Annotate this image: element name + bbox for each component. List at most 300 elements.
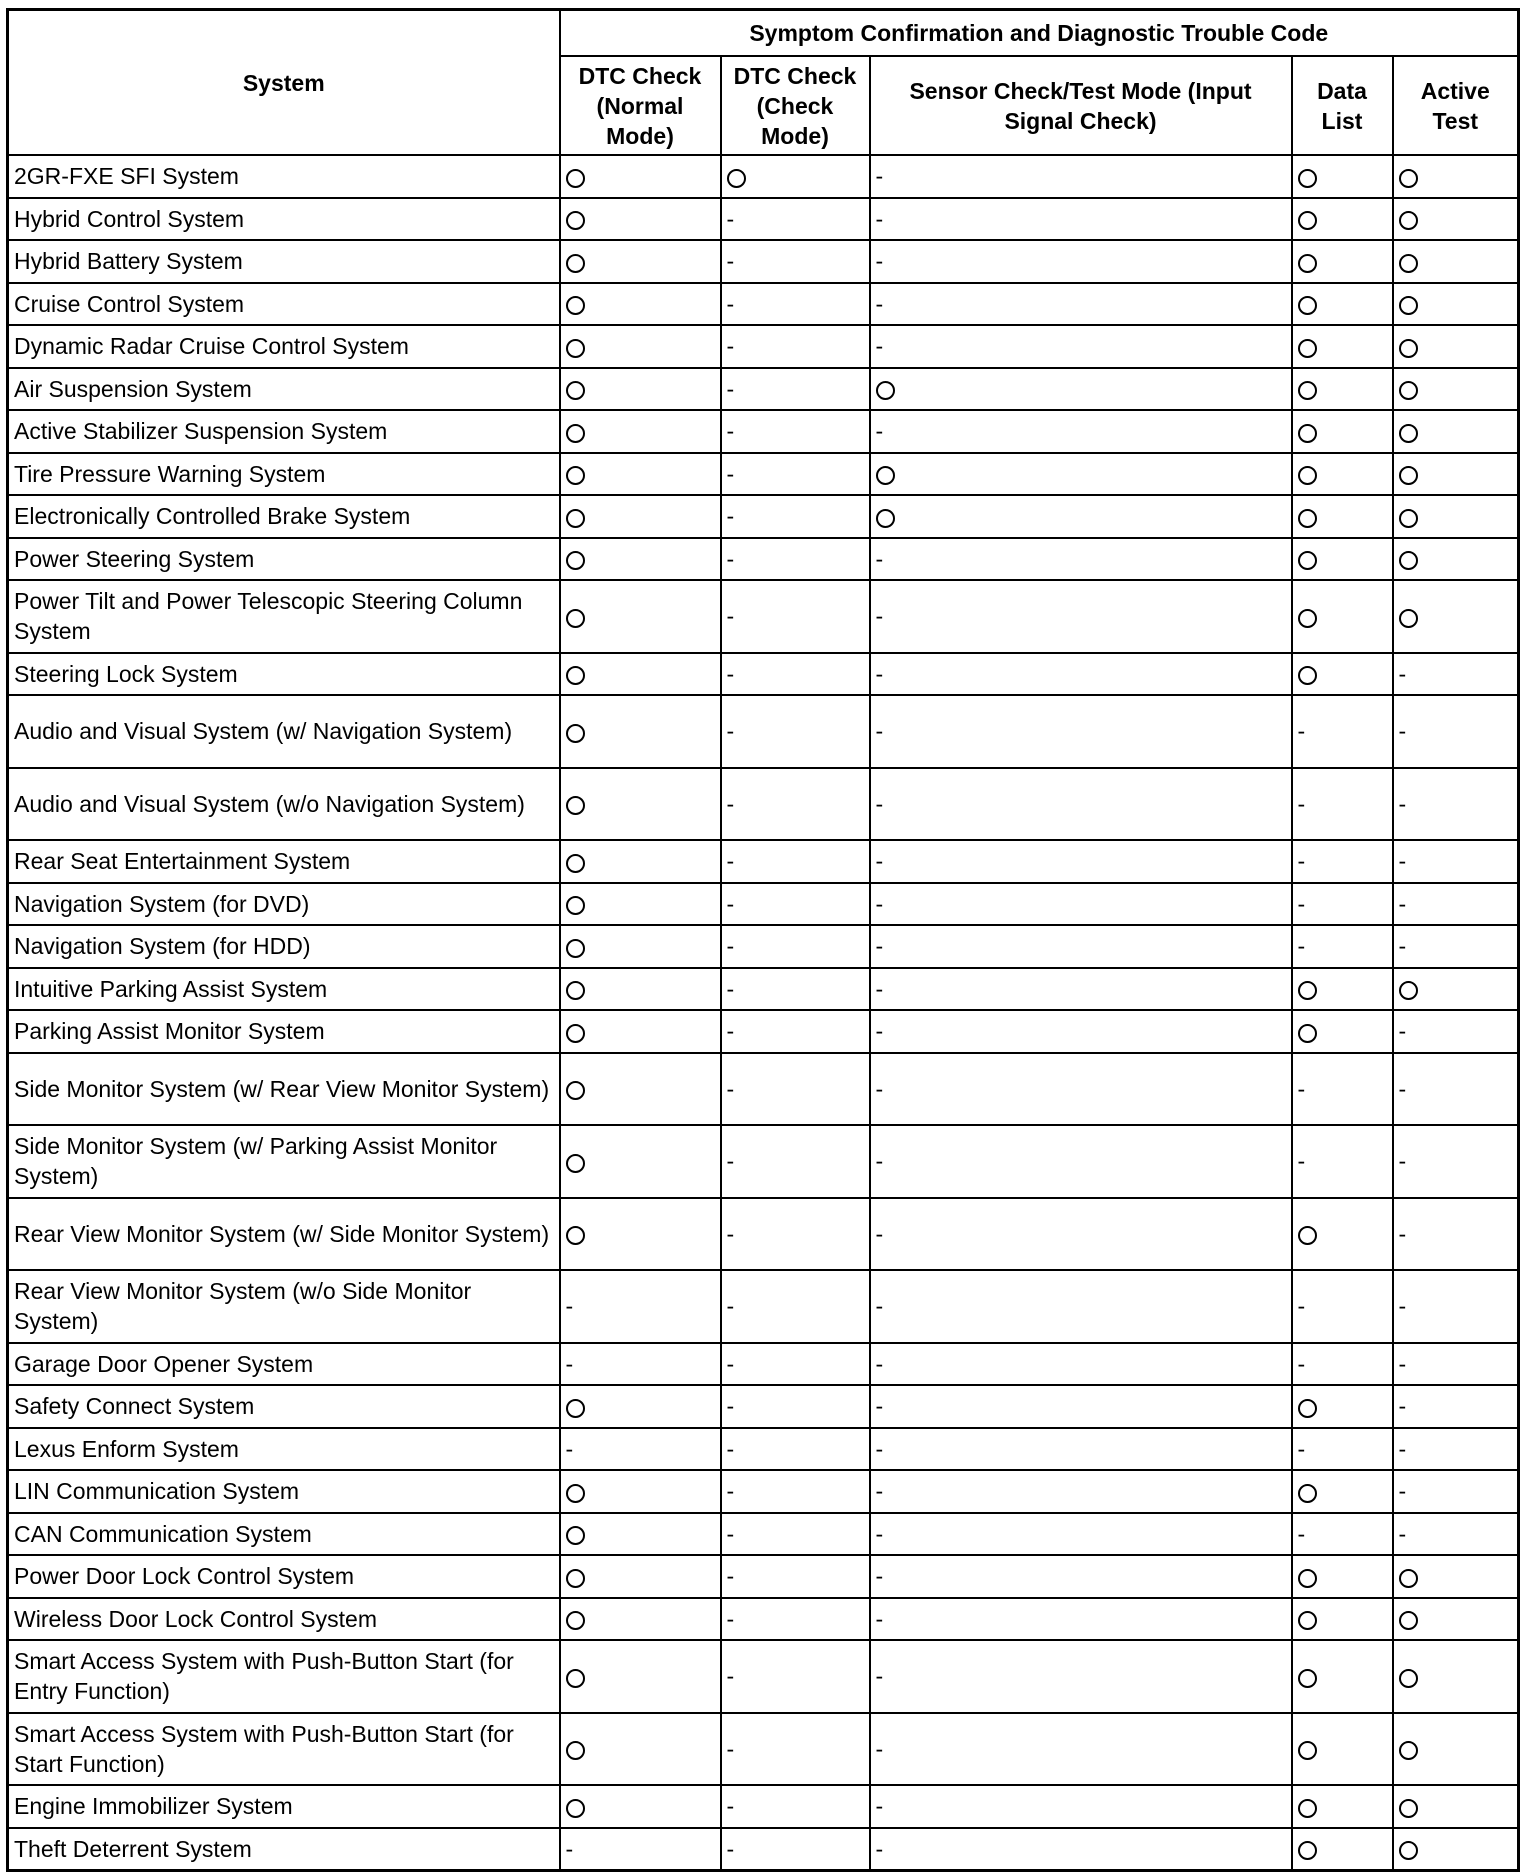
system-name: Hybrid Control System [8, 198, 560, 241]
dash-mark: - [726, 1735, 735, 1762]
circle-icon [566, 339, 585, 358]
system-name: Power Tilt and Power Telescopic Steering Column System [8, 580, 560, 653]
diagnostic-function-table [6, 8, 1520, 1872]
circle-icon [566, 1741, 585, 1760]
system-name: Theft Deterrent System [8, 1828, 560, 1871]
dash-mark: - [875, 1835, 884, 1862]
cell-dtc-normal [560, 1470, 721, 1513]
system-name: Cruise Control System [8, 283, 560, 326]
cell-dtc-normal [560, 1640, 721, 1713]
dash-mark: - [726, 375, 735, 402]
cell-data-list [1292, 580, 1393, 653]
circle-icon [1399, 1569, 1418, 1588]
system-name: Steering Lock System [8, 653, 560, 696]
dash-mark: - [726, 1293, 735, 1320]
dash-mark: - [726, 790, 735, 817]
header-system: System [8, 10, 560, 156]
circle-icon [1399, 466, 1418, 485]
cell-dtc-check [721, 1010, 870, 1053]
circle-icon [1399, 424, 1418, 443]
dash-mark: - [1398, 1478, 1407, 1505]
cell-dtc-normal [560, 653, 721, 696]
dash-mark: - [726, 1835, 735, 1862]
cell-sensor-check [870, 410, 1292, 453]
circle-icon [1298, 1226, 1317, 1245]
cell-dtc-check [721, 495, 870, 538]
dash-mark: - [1297, 1075, 1306, 1102]
dash-mark: - [875, 933, 884, 960]
cell-data-list [1292, 198, 1393, 241]
cell-dtc-normal [560, 283, 721, 326]
cell-data-list [1292, 695, 1393, 768]
dash-mark: - [1297, 790, 1306, 817]
system-name: Parking Assist Monitor System [8, 1010, 560, 1053]
circle-icon [566, 1081, 585, 1100]
cell-dtc-check [721, 283, 870, 326]
circle-icon [566, 296, 585, 315]
circle-icon [566, 981, 585, 1000]
system-name: Active Stabilizer Suspension System [8, 410, 560, 453]
system-name: Dynamic Radar Cruise Control System [8, 325, 560, 368]
cell-dtc-check [721, 1828, 870, 1871]
system-name: Navigation System (for DVD) [8, 883, 560, 926]
dash-mark: - [726, 1220, 735, 1247]
circle-icon [1399, 1799, 1418, 1818]
circle-icon [1298, 424, 1317, 443]
dash-mark: - [875, 848, 884, 875]
circle-icon [566, 666, 585, 685]
dash-mark: - [875, 1435, 884, 1462]
dash-mark: - [875, 1148, 884, 1175]
cell-dtc-check [721, 1785, 870, 1828]
dash-mark: - [875, 1793, 884, 1820]
header-dtc-check: DTC Check (Check Mode) [721, 56, 870, 155]
cell-dtc-check [721, 325, 870, 368]
cell-data-list [1292, 925, 1393, 968]
cell-dtc-check [721, 1470, 870, 1513]
dash-mark: - [726, 1793, 735, 1820]
cell-data-list [1292, 325, 1393, 368]
cell-active-test [1393, 198, 1519, 241]
cell-sensor-check [870, 325, 1292, 368]
header-sensor-check: Sensor Check/Test Mode (Input Signal Check) [870, 56, 1292, 155]
cell-active-test [1393, 768, 1519, 841]
circle-icon [1298, 339, 1317, 358]
system-name: Electronically Controlled Brake System [8, 495, 560, 538]
table-row [8, 240, 1519, 283]
circle-icon [1399, 381, 1418, 400]
circle-icon [566, 169, 585, 188]
table-row [8, 1785, 1519, 1828]
table-row [8, 155, 1519, 198]
dash-mark: - [726, 1605, 735, 1632]
cell-active-test [1393, 653, 1519, 696]
cell-active-test [1393, 1828, 1519, 1871]
dash-mark: - [726, 1435, 735, 1462]
table-row [8, 1713, 1519, 1786]
cell-sensor-check [870, 968, 1292, 1011]
dash-mark: - [565, 1435, 574, 1462]
cell-active-test [1393, 840, 1519, 883]
table-row [8, 453, 1519, 496]
table-row [8, 1053, 1519, 1126]
cell-dtc-normal [560, 1598, 721, 1641]
circle-icon [1399, 1669, 1418, 1688]
table-row [8, 695, 1519, 768]
circle-icon [1298, 1611, 1317, 1630]
cell-sensor-check [870, 1053, 1292, 1126]
cell-sensor-check [870, 1385, 1292, 1428]
table-row [8, 1598, 1519, 1641]
circle-icon [566, 1484, 585, 1503]
cell-dtc-normal [560, 1828, 721, 1871]
dash-mark: - [726, 503, 735, 530]
table-row [8, 1555, 1519, 1598]
dash-mark: - [1398, 890, 1407, 917]
dash-mark: - [875, 1478, 884, 1505]
circle-icon [566, 609, 585, 628]
cell-active-test [1393, 883, 1519, 926]
cell-dtc-normal [560, 580, 721, 653]
dash-mark: - [875, 1735, 884, 1762]
cell-active-test [1393, 1640, 1519, 1713]
cell-sensor-check [870, 453, 1292, 496]
system-name: Power Door Lock Control System [8, 1555, 560, 1598]
cell-active-test [1393, 1555, 1519, 1598]
cell-data-list [1292, 410, 1393, 453]
cell-sensor-check [870, 580, 1292, 653]
cell-active-test [1393, 240, 1519, 283]
circle-icon [876, 466, 895, 485]
circle-icon [566, 1399, 585, 1418]
cell-dtc-normal [560, 538, 721, 581]
cell-data-list [1292, 768, 1393, 841]
system-name: LIN Communication System [8, 1470, 560, 1513]
cell-data-list [1292, 1828, 1393, 1871]
circle-icon [1399, 609, 1418, 628]
circle-icon [566, 254, 585, 273]
dash-mark: - [875, 1293, 884, 1320]
circle-icon [1399, 1611, 1418, 1630]
cell-data-list [1292, 1053, 1393, 1126]
dash-mark: - [726, 933, 735, 960]
dash-mark: - [1297, 1293, 1306, 1320]
dash-mark: - [726, 975, 735, 1002]
cell-sensor-check [870, 840, 1292, 883]
dash-mark: - [726, 205, 735, 232]
circle-icon [566, 854, 585, 873]
table-row [8, 840, 1519, 883]
table-row [8, 925, 1519, 968]
cell-dtc-normal [560, 495, 721, 538]
cell-dtc-normal [560, 1010, 721, 1053]
table-row [8, 768, 1519, 841]
cell-dtc-check [721, 410, 870, 453]
circle-icon [1298, 1024, 1317, 1043]
cell-data-list [1292, 1785, 1393, 1828]
cell-dtc-check [721, 925, 870, 968]
cell-sensor-check [870, 155, 1292, 198]
system-name: Rear View Monitor System (w/o Side Monitor System) [8, 1270, 560, 1343]
header-active-test: Active Test [1393, 56, 1519, 155]
dash-mark: - [726, 1663, 735, 1690]
cell-data-list [1292, 883, 1393, 926]
cell-dtc-normal [560, 1270, 721, 1343]
cell-active-test [1393, 538, 1519, 581]
system-name: Intuitive Parking Assist System [8, 968, 560, 1011]
cell-sensor-check [870, 768, 1292, 841]
dash-mark: - [726, 660, 735, 687]
circle-icon [1298, 981, 1317, 1000]
cell-active-test [1393, 1713, 1519, 1786]
circle-icon [727, 169, 746, 188]
cell-sensor-check [870, 695, 1292, 768]
dash-mark: - [1297, 1520, 1306, 1547]
cell-dtc-check [721, 1343, 870, 1386]
system-name: Smart Access System with Push-Button Start (for Start Function) [8, 1713, 560, 1786]
cell-dtc-normal [560, 240, 721, 283]
cell-data-list [1292, 1385, 1393, 1428]
dash-mark: - [875, 890, 884, 917]
circle-icon [566, 1024, 585, 1043]
dash-mark: - [1398, 933, 1407, 960]
circle-icon [1399, 339, 1418, 358]
dash-mark: - [1297, 1350, 1306, 1377]
cell-dtc-normal [560, 1785, 721, 1828]
cell-dtc-check [721, 653, 870, 696]
cell-dtc-normal [560, 410, 721, 453]
circle-icon [566, 424, 585, 443]
cell-sensor-check [870, 1125, 1292, 1198]
cell-active-test [1393, 925, 1519, 968]
dash-mark: - [875, 1605, 884, 1632]
table-row [8, 580, 1519, 653]
dash-mark: - [875, 1018, 884, 1045]
cell-dtc-check [721, 768, 870, 841]
cell-dtc-normal [560, 968, 721, 1011]
system-name: Garage Door Opener System [8, 1343, 560, 1386]
circle-icon [1399, 1841, 1418, 1860]
cell-sensor-check [870, 1713, 1292, 1786]
cell-dtc-check [721, 1555, 870, 1598]
circle-icon [1298, 1399, 1317, 1418]
cell-sensor-check [870, 1828, 1292, 1871]
cell-data-list [1292, 840, 1393, 883]
header-group: Symptom Confirmation and Diagnostic Trouble Code [560, 10, 1519, 57]
dash-mark: - [726, 1563, 735, 1590]
dash-mark: - [875, 290, 884, 317]
dash-mark: - [1398, 1435, 1407, 1462]
cell-sensor-check [870, 1343, 1292, 1386]
cell-data-list [1292, 1270, 1393, 1343]
system-name: Tire Pressure Warning System [8, 453, 560, 496]
cell-sensor-check [870, 495, 1292, 538]
header-dtc-normal: DTC Check (Normal Mode) [560, 56, 721, 155]
table-row [8, 968, 1519, 1011]
dash-mark: - [1398, 1148, 1407, 1175]
circle-icon [566, 381, 585, 400]
circle-icon [1298, 509, 1317, 528]
circle-icon [1298, 296, 1317, 315]
dash-mark: - [726, 1350, 735, 1377]
cell-data-list [1292, 1470, 1393, 1513]
cell-dtc-normal [560, 1428, 721, 1471]
cell-dtc-normal [560, 883, 721, 926]
table-row [8, 653, 1519, 696]
cell-dtc-normal [560, 155, 721, 198]
cell-sensor-check [870, 1640, 1292, 1713]
cell-active-test [1393, 453, 1519, 496]
dash-mark: - [1398, 1220, 1407, 1247]
cell-active-test [1393, 580, 1519, 653]
circle-icon [566, 1526, 585, 1545]
cell-data-list [1292, 283, 1393, 326]
cell-active-test [1393, 695, 1519, 768]
table-row [8, 198, 1519, 241]
cell-data-list [1292, 1125, 1393, 1198]
cell-dtc-normal [560, 1343, 721, 1386]
circle-icon [1298, 254, 1317, 273]
circle-icon [1298, 381, 1317, 400]
cell-dtc-check [721, 1053, 870, 1126]
cell-sensor-check [870, 240, 1292, 283]
table-row [8, 538, 1519, 581]
dash-mark: - [726, 545, 735, 572]
circle-icon [566, 1611, 585, 1630]
cell-dtc-normal [560, 1385, 721, 1428]
circle-icon [566, 796, 585, 815]
system-name: Air Suspension System [8, 368, 560, 411]
circle-icon [566, 1226, 585, 1245]
dash-mark: - [875, 418, 884, 445]
table-row [8, 1125, 1519, 1198]
circle-icon [1298, 1669, 1317, 1688]
header-data-list: Data List [1292, 56, 1393, 155]
dash-mark: - [726, 290, 735, 317]
table-row [8, 325, 1519, 368]
table-row [8, 1828, 1519, 1871]
circle-icon [1298, 666, 1317, 685]
dash-mark: - [726, 460, 735, 487]
circle-icon [566, 724, 585, 743]
dash-mark: - [726, 1148, 735, 1175]
circle-icon [876, 509, 895, 528]
cell-data-list [1292, 453, 1393, 496]
cell-dtc-check [721, 883, 870, 926]
circle-icon [1298, 466, 1317, 485]
cell-dtc-check [721, 1198, 870, 1271]
dash-mark: - [875, 975, 884, 1002]
cell-data-list [1292, 240, 1393, 283]
circle-icon [1298, 1799, 1317, 1818]
cell-dtc-check [721, 1640, 870, 1713]
cell-sensor-check [870, 283, 1292, 326]
table-row [8, 368, 1519, 411]
dash-mark: - [1398, 790, 1407, 817]
cell-data-list [1292, 1513, 1393, 1556]
cell-dtc-check [721, 240, 870, 283]
circle-icon [566, 211, 585, 230]
system-name: Power Steering System [8, 538, 560, 581]
dash-mark: - [875, 1563, 884, 1590]
cell-sensor-check [870, 538, 1292, 581]
circle-icon [566, 1799, 585, 1818]
dash-mark: - [1398, 1075, 1407, 1102]
cell-dtc-check [721, 1125, 870, 1198]
table-row [8, 1470, 1519, 1513]
dash-mark: - [875, 163, 884, 190]
cell-dtc-normal [560, 1053, 721, 1126]
system-name: Hybrid Battery System [8, 240, 560, 283]
dash-mark: - [875, 718, 884, 745]
circle-icon [1399, 1741, 1418, 1760]
circle-icon [1298, 1841, 1317, 1860]
dash-mark: - [726, 603, 735, 630]
dash-mark: - [1398, 1350, 1407, 1377]
cell-data-list [1292, 495, 1393, 538]
dash-mark: - [875, 1220, 884, 1247]
dash-mark: - [875, 603, 884, 630]
system-name: Safety Connect System [8, 1385, 560, 1428]
cell-data-list [1292, 1598, 1393, 1641]
circle-icon [1298, 609, 1317, 628]
system-name: Lexus Enform System [8, 1428, 560, 1471]
system-name: Audio and Visual System (w/ Navigation System) [8, 695, 560, 768]
dash-mark: - [1398, 1293, 1407, 1320]
cell-active-test [1393, 1428, 1519, 1471]
dash-mark: - [726, 248, 735, 275]
cell-sensor-check [870, 653, 1292, 696]
circle-icon [566, 466, 585, 485]
cell-dtc-normal [560, 453, 721, 496]
table-row [8, 283, 1519, 326]
dash-mark: - [1297, 890, 1306, 917]
cell-active-test [1393, 1513, 1519, 1556]
cell-data-list [1292, 155, 1393, 198]
cell-dtc-check [721, 1713, 870, 1786]
dash-mark: - [875, 545, 884, 572]
cell-dtc-normal [560, 325, 721, 368]
cell-sensor-check [870, 1270, 1292, 1343]
circle-icon [1298, 1741, 1317, 1760]
cell-dtc-normal [560, 198, 721, 241]
table-row [8, 1428, 1519, 1471]
dash-mark: - [875, 1350, 884, 1377]
circle-icon [566, 939, 585, 958]
cell-sensor-check [870, 883, 1292, 926]
dash-mark: - [726, 1393, 735, 1420]
cell-dtc-check [721, 1428, 870, 1471]
circle-icon [1399, 254, 1418, 273]
circle-icon [1399, 169, 1418, 188]
cell-dtc-check [721, 695, 870, 768]
cell-active-test [1393, 283, 1519, 326]
circle-icon [1399, 211, 1418, 230]
circle-icon [566, 509, 585, 528]
cell-dtc-check [721, 1598, 870, 1641]
circle-icon [1298, 1484, 1317, 1503]
dash-mark: - [726, 1478, 735, 1505]
cell-active-test [1393, 368, 1519, 411]
system-name: Engine Immobilizer System [8, 1785, 560, 1828]
dash-mark: - [726, 848, 735, 875]
dash-mark: - [726, 1018, 735, 1045]
cell-sensor-check [870, 1785, 1292, 1828]
system-name: Side Monitor System (w/ Rear View Monitor System) [8, 1053, 560, 1126]
cell-dtc-normal [560, 1513, 721, 1556]
cell-data-list [1292, 968, 1393, 1011]
dash-mark: - [565, 1835, 574, 1862]
